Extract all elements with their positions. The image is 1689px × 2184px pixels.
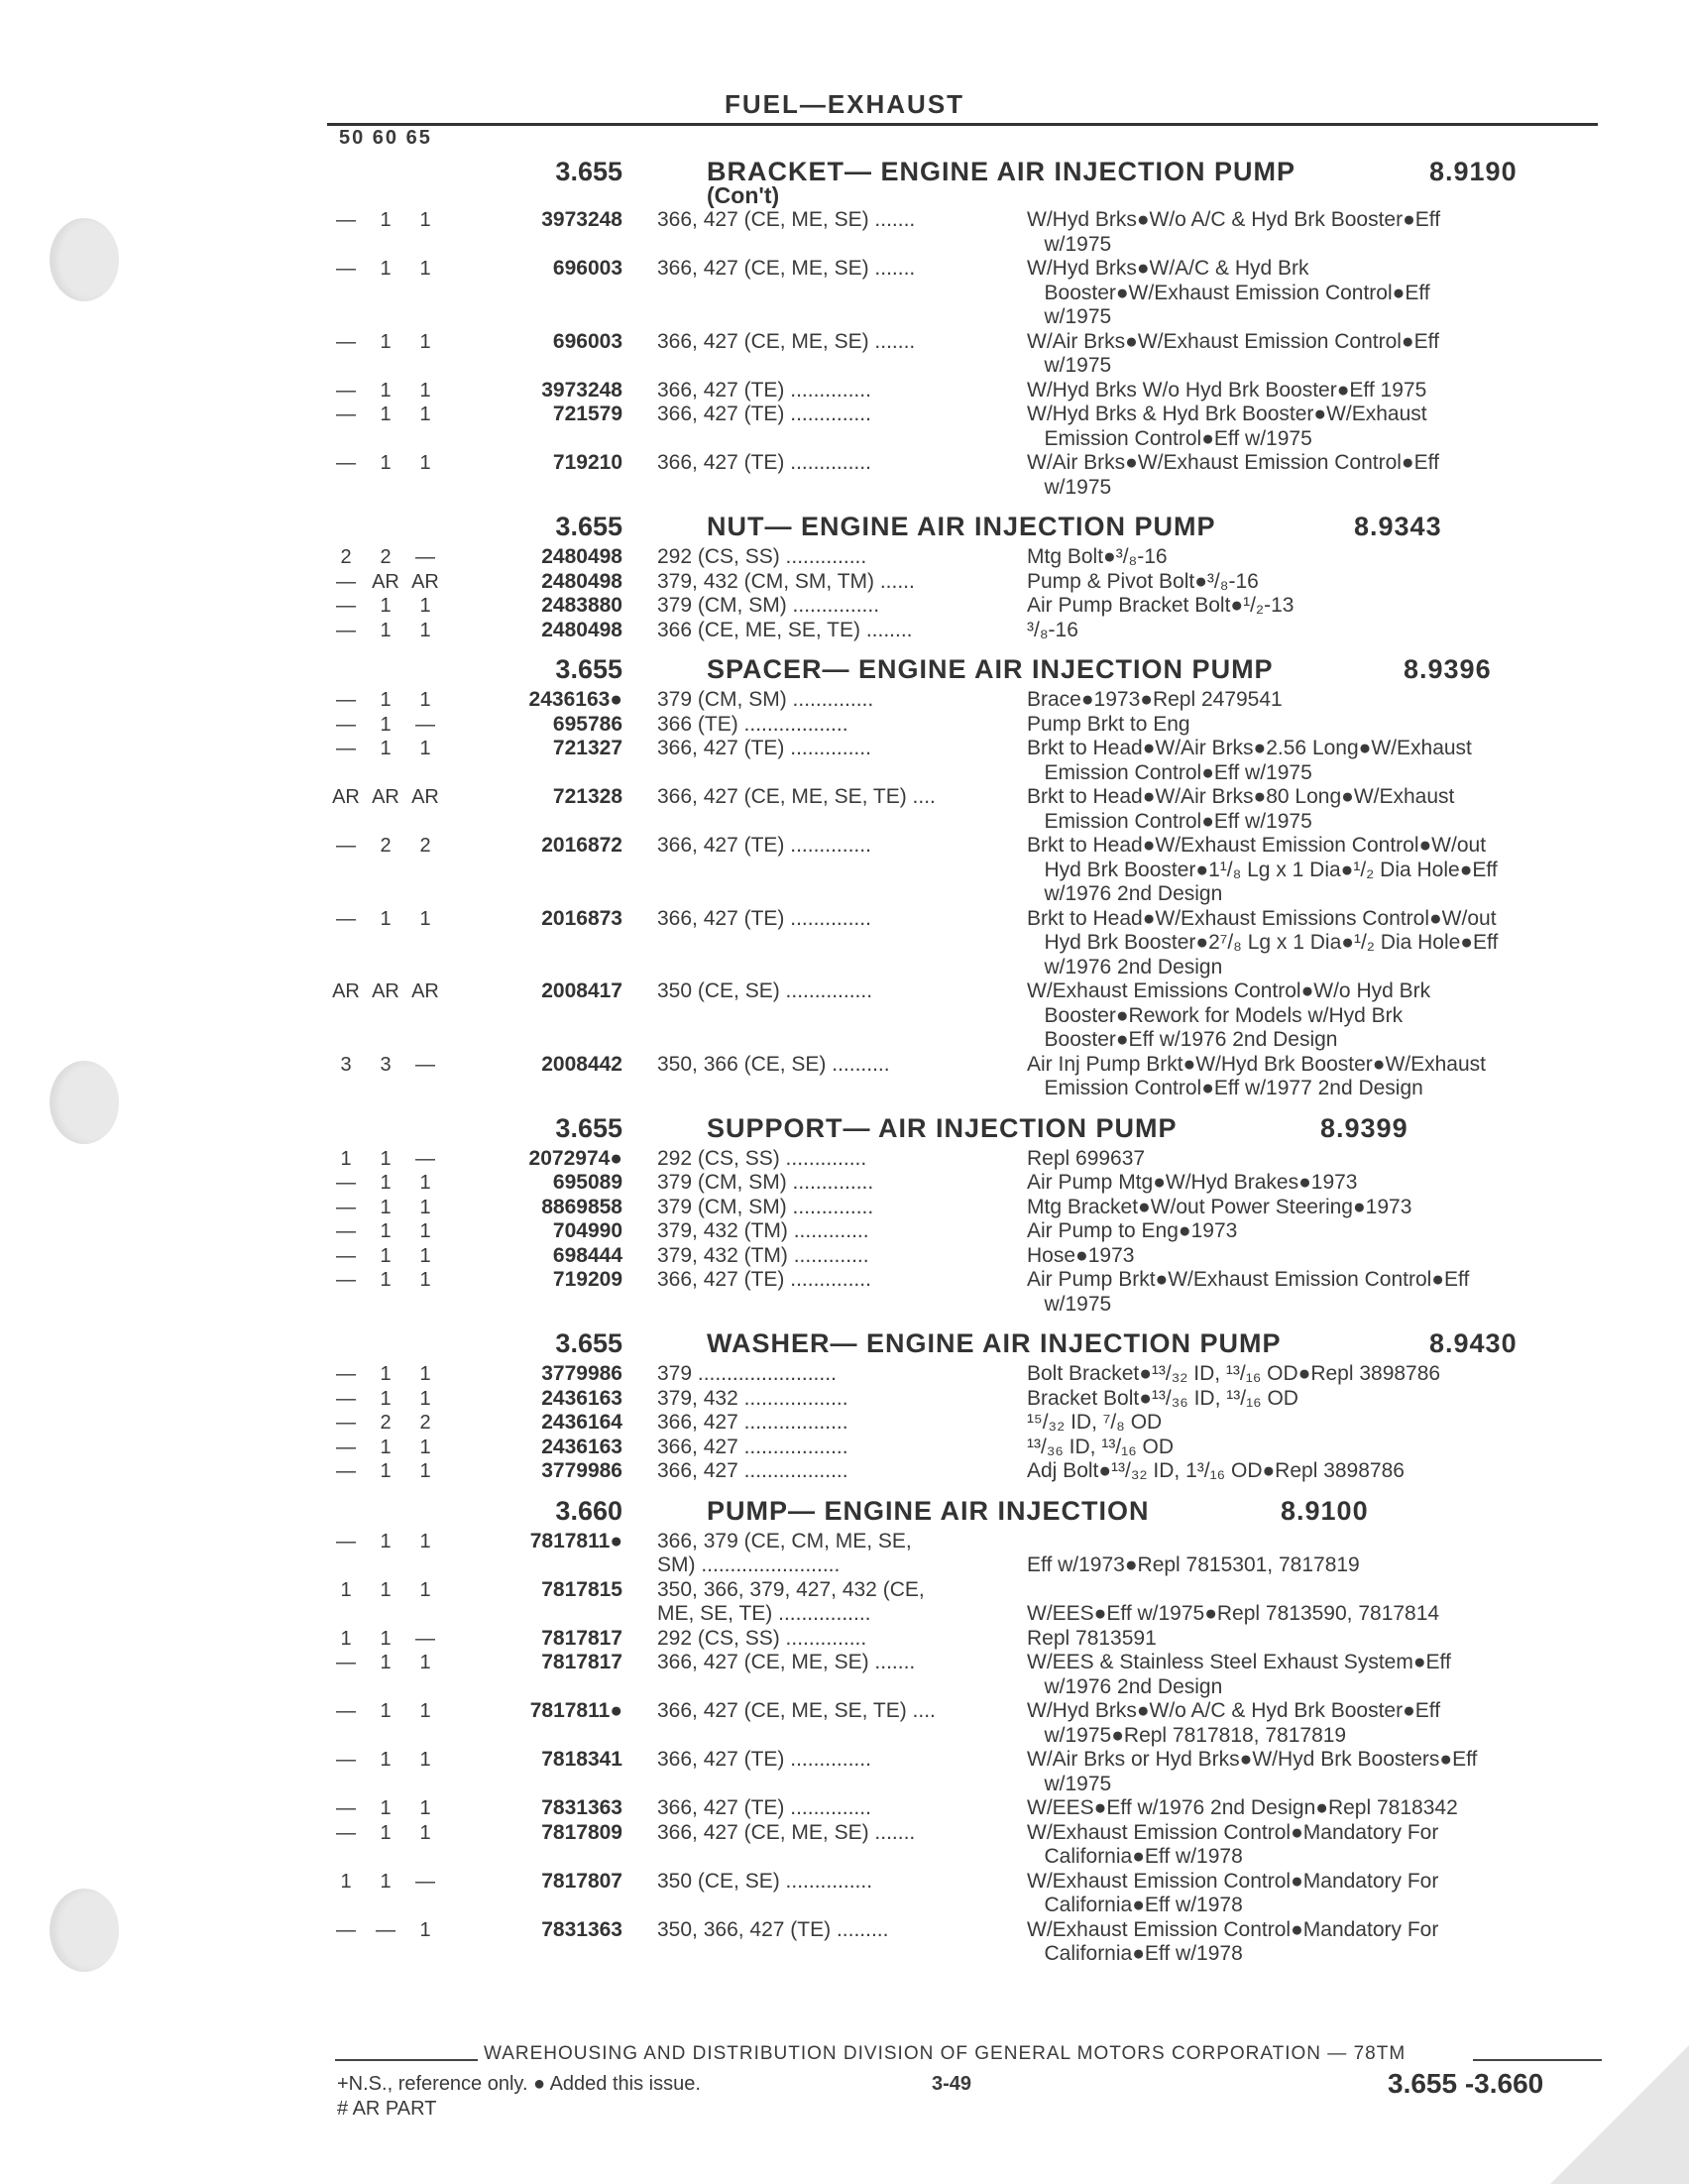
section-number: 3.655 <box>555 1328 622 1358</box>
application-cell: 379 (CM, SM) .............. <box>657 1195 874 1218</box>
binder-hole-top <box>50 218 119 301</box>
part-number: 719210 <box>552 451 622 474</box>
section-range: 3.655 -3.660 <box>1388 2068 1544 2099</box>
description-cell: W/Exhaust Emission Control●Mandatory For California●Eff w/1978 <box>1027 1820 1439 1868</box>
description-cell: Eff w/1973●Repl 7815301, 7817819 <box>1027 1553 1360 1576</box>
part-number: 7831363 <box>541 1917 622 1941</box>
part-number: 2436164 <box>541 1411 622 1434</box>
section-number: 3.655 <box>555 654 622 684</box>
description-cell: Air Pump Brkt●W/Exhaust Emission Control●Eff w/1975 <box>1027 1268 1470 1316</box>
description-cell: Pump & Pivot Bolt●³/₈-16 <box>1027 569 1259 593</box>
table-row: — 2 2 2436164 366, 427 .................. ¹⁵/₃₂ ID, ⁷/₈ OD <box>327 1411 1606 1436</box>
application-cell: 366, 427 (CE, ME, SE) ....... <box>657 1651 916 1673</box>
table-row: — 1 1 721327 366, 427 (TE) .............. Brkt to Head●W/Air Brks●2.56 Long●W/Exhaust Emission Control●Eff w/1975 <box>327 737 1606 785</box>
table-row: — 1 1 7817811● 366, 379 (CE, CM, ME, SE, SM) ........................ Eff w/1973●Repl 7815301, 7817819 <box>327 1530 1606 1578</box>
part-number: 719209 <box>552 1268 622 1291</box>
description-cell: W/Exhaust Emission Control●Mandatory For California●Eff w/1978 <box>1027 1869 1439 1916</box>
section-code: 8.9399 <box>1320 1112 1408 1143</box>
part-number: 721579 <box>552 402 622 425</box>
table-row: — 1 1 7817817 366, 427 (CE, ME, SE) ....... W/EES & Stainless Steel Exhaust System●Eff w/1976 2nd Design <box>327 1651 1606 1699</box>
section-title: PUMP— ENGINE AIR INJECTION <box>707 1495 1150 1526</box>
application-cell: 366 (TE) .................. <box>657 712 848 736</box>
part-number: 7831363 <box>541 1796 622 1819</box>
description-cell: Air Inj Pump Brkt●W/Hyd Brk Booster●W/Exhaust Emission Control●Eff w/1977 2nd Design <box>1027 1052 1486 1099</box>
part-number: 7817811● <box>529 1699 622 1722</box>
table-row: 1 1 1 7817815 350, 366, 379, 427, 432 (CE, ME, SE, TE) ................ W/EES●Eff w/1975●Repl 7813590, 7817814 <box>327 1578 1606 1627</box>
table-row: — 1 1 2436163 379, 432 .................. Bracket Bolt●¹³/₃₆ ID, ¹³/₁₆ OD <box>327 1387 1606 1412</box>
part-number: 7817817 <box>541 1626 622 1650</box>
description-cell: W/Hyd Brks W/o Hyd Brk Booster●Eff 1975 <box>1027 378 1427 402</box>
description-cell: W/EES●Eff w/1976 2nd Design●Repl 7818342 <box>1027 1796 1458 1819</box>
footer-division: WAREHOUSING AND DISTRIBUTION DIVISION OF GENERAL MOTORS CORPORATION — 78TM <box>484 2043 1407 2064</box>
part-number: 696003 <box>552 329 622 353</box>
description-cell: Air Pump Mtg●W/Hyd Brakes●1973 <box>1027 1171 1358 1194</box>
application-cell: 350, 366 (CE, SE) .......... <box>657 1052 890 1076</box>
part-number: 7817807 <box>541 1869 622 1893</box>
part-number: 2480498 <box>541 545 622 568</box>
description-cell: W/Air Brks or Hyd Brks●W/Hyd Brk Boosters●Eff w/1975 <box>1027 1748 1478 1795</box>
part-number: 2483880 <box>541 594 622 617</box>
part-number: 2480498 <box>541 618 622 641</box>
table-row: — 1 1 698444 379, 432 (TM) ............. Hose●1973 <box>327 1244 1606 1269</box>
application-cell: 366 (CE, ME, SE, TE) ........ <box>657 618 913 641</box>
description-cell: Brkt to Head●W/Exhaust Emissions Control●W/out Hyd Brk Booster●2⁷/₈ Lg x 1 Dia●¹/₂ Dia Hole●Eff w/1976 2nd Design <box>1027 906 1499 978</box>
section-title: SUPPORT— AIR INJECTION PUMP <box>707 1112 1178 1143</box>
part-number: 2436163 <box>541 1435 622 1458</box>
description-cell: Bracket Bolt●¹³/₃₆ ID, ¹³/₁₆ OD <box>1027 1386 1298 1410</box>
description-cell: W/Hyd Brks & Hyd Brk Booster●W/Exhaust Emission Control●Eff w/1975 <box>1027 402 1427 450</box>
description-cell: Brkt to Head●W/Air Brks●2.56 Long●W/Exhaust Emission Control●Eff w/1975 <box>1027 737 1472 784</box>
table-row: — 1 1 696003 366, 427 (CE, ME, SE) ....... W/Air Brks●W/Exhaust Emission Control●Eff w/1975 <box>327 330 1606 379</box>
application-cell: 366, 427 (CE, ME, SE, TE) .... <box>657 785 936 808</box>
section <box>327 1107 1606 1318</box>
table-row: — 1 1 3779986 379 ........................ Bolt Bracket●¹³/₃₂ ID, ¹³/₁₆ OD●Repl 3898786 <box>327 1362 1606 1387</box>
description-cell: Brkt to Head●W/Air Brks●80 Long●W/Exhaust Emission Control●Eff w/1975 <box>1027 785 1455 833</box>
section <box>327 506 1606 642</box>
application-cell: 379, 432 .................. <box>657 1386 848 1410</box>
page-title: FUEL—EXHAUST <box>724 89 965 119</box>
application-cell: 379, 432 (CM, SM, TM) ...... <box>657 569 915 593</box>
application-cell: 366, 427 (TE) .............. <box>657 1268 871 1291</box>
description-cell: Adj Bolt●¹³/₃₂ ID, 1³/₁₆ OD●Repl 3898786 <box>1027 1459 1405 1482</box>
description-cell: Mtg Bracket●W/out Power Steering●1973 <box>1027 1195 1412 1218</box>
table-row: — 1 1 696003 366, 427 (CE, ME, SE) ....... W/Hyd Brks●W/A/C & Hyd Brk Booster●W/Exhaust Emission Control●Eff w/1975 <box>327 257 1606 330</box>
table-row: 1 1 — 2072974● 292 (CS, SS) .............. Repl 699637 <box>327 1147 1606 1172</box>
part-number: 3973248 <box>541 208 622 231</box>
section <box>327 1322 1606 1484</box>
application-cell: 366, 427 (TE) .............. <box>657 737 871 759</box>
description-cell: W/Air Brks●W/Exhaust Emission Control●Eff w/1975 <box>1027 451 1439 499</box>
section-title: NUT— ENGINE AIR INJECTION PUMP <box>707 512 1216 541</box>
part-number: 2436163 <box>541 1386 622 1410</box>
section-header <box>327 1107 1606 1147</box>
application-cell: 366, 427 (TE) .............. <box>657 1796 871 1819</box>
table-row: — 1 1 2436163 366, 427 .................. ¹³/₃₆ ID, ¹³/₁₆ OD <box>327 1436 1606 1460</box>
section-number: 3.655 <box>555 1112 622 1143</box>
part-number: 2016872 <box>541 834 622 857</box>
part-number: 695786 <box>552 712 622 736</box>
section-header <box>327 648 1606 688</box>
table-row: — 1 1 3973248 366, 427 (TE) .............. W/Hyd Brks W/o Hyd Brk Booster●Eff 1975 <box>327 379 1606 403</box>
application-cell: 366, 427 (CE, ME, SE) ....... <box>657 1820 916 1844</box>
table-row: — 1 — 695786 366 (TE) .................. Pump Brkt to Eng <box>327 713 1606 738</box>
table-row: — 1 1 721579 366, 427 (TE) .............. W/Hyd Brks & Hyd Brk Booster●W/Exhaust Emission Control●Eff w/1975 <box>327 402 1606 451</box>
part-number: 721327 <box>552 737 622 759</box>
application-cell: 350, 366, 427 (TE) ......... <box>657 1917 889 1941</box>
description-cell: Bolt Bracket●¹³/₃₂ ID, ¹³/₁₆ OD●Repl 3898786 <box>1027 1362 1441 1385</box>
description-cell: W/Exhaust Emission Control●Mandatory For California●Eff w/1978 <box>1027 1917 1439 1965</box>
section-number: 3.660 <box>555 1495 622 1526</box>
section-code: 8.9343 <box>1354 512 1442 541</box>
part-number: 2016873 <box>541 906 622 930</box>
parts-listing <box>327 151 1606 1973</box>
application-cell: 350 (CE, SE) ............... <box>657 979 873 1002</box>
application-cell: 292 (CS, SS) .............. <box>657 1146 867 1170</box>
part-number: 7818341 <box>541 1748 622 1771</box>
part-number: 698444 <box>552 1243 622 1267</box>
part-number: 8869858 <box>541 1195 622 1218</box>
table-row: 2 2 — 2480498 292 (CS, SS) .............. Mtg Bolt●³/₈-16 <box>327 545 1606 570</box>
part-number: 696003 <box>552 257 622 280</box>
part-number: 7817817 <box>541 1651 622 1673</box>
application-cell: 366, 427 .................. <box>657 1459 848 1482</box>
application-cell: 379, 432 (TM) ............. <box>657 1219 869 1242</box>
section-number: 3.655 <box>555 512 622 541</box>
part-number: 2436163● <box>528 688 622 711</box>
part-number: 2480498 <box>541 569 622 593</box>
part-number: 2072974● <box>528 1146 622 1170</box>
description-cell: Pump Brkt to Eng <box>1027 712 1190 736</box>
application-cell: 379 (CM, SM) .............. <box>657 688 874 711</box>
application-cell: 292 (CS, SS) .............. <box>657 1626 867 1650</box>
part-number: 7817809 <box>541 1820 622 1844</box>
table-row: — 1 1 7831363 366, 427 (TE) .............. W/EES●Eff w/1976 2nd Design●Repl 7818342 <box>327 1796 1606 1821</box>
table-row: — 1 1 719209 366, 427 (TE) .............. Air Pump Brkt●W/Exhaust Emission Control●Eff w/1975 <box>327 1268 1606 1317</box>
table-row: — 1 1 2436163● 379 (CM, SM) .............. Brace●1973●Repl 2479541 <box>327 688 1606 713</box>
application-cell: 379 (CM, SM) ............... <box>657 594 880 617</box>
section-number: 3.655 <box>555 157 622 186</box>
section-header <box>327 151 1606 208</box>
application-cell: 379, 432 (TM) ............. <box>657 1243 869 1267</box>
application-cell: 366, 427 (TE) .............. <box>657 378 871 402</box>
description-cell: Repl 7813591 <box>1027 1626 1157 1650</box>
table-row: AR AR AR 2008417 350 (CE, SE) ............... W/Exhaust Emissions Control●W/o Hyd Brk Booster●Rework for Models w/Hyd Brk Booster●Eff w/1976 2nd Design <box>327 979 1606 1053</box>
description-cell: W/Hyd Brks●W/o A/C & Hyd Brk Booster●Eff w/1975●Repl 7817818, 7817819 <box>1027 1699 1441 1747</box>
section <box>327 1490 1606 1967</box>
section-code: 8.9100 <box>1281 1495 1369 1526</box>
table-row: — 1 1 7817811● 366, 427 (CE, ME, SE, TE) .... W/Hyd Brks●W/o A/C & Hyd Brk Booster●Eff w/1975●Repl 7817818, 7817819 <box>327 1699 1606 1748</box>
section <box>327 648 1606 1101</box>
description-cell: W/Hyd Brks●W/A/C & Hyd Brk Booster●W/Exhaust Emission Control●Eff w/1975 <box>1027 257 1430 328</box>
description-cell: W/Air Brks●W/Exhaust Emission Control●Eff w/1975 <box>1027 329 1439 377</box>
description-cell: Air Pump Bracket Bolt●¹/₂-13 <box>1027 594 1295 617</box>
application-cell: 366, 427 (TE) .............. <box>657 1748 871 1771</box>
table-row: — 1 1 8869858 379 (CM, SM) .............. Mtg Bracket●W/out Power Steering●1973 <box>327 1196 1606 1220</box>
table-row: AR AR AR 721328 366, 427 (CE, ME, SE, TE) .... Brkt to Head●W/Air Brks●80 Long●W/Exhaust Emission Control●Eff w/1975 <box>327 785 1606 834</box>
description-cell: Brkt to Head●W/Exhaust Emission Control●W/out Hyd Brk Booster●1¹/₈ Lg x 1 Dia●¹/₂ Dia Hole●Eff w/1976 2nd Design <box>1027 834 1498 905</box>
application-cell: 366, 427 (CE, ME, SE, TE) .... <box>657 1699 936 1722</box>
section-header <box>327 506 1606 545</box>
table-row: — 1 1 2480498 366 (CE, ME, SE, TE) ........ ³/₈-16 <box>327 619 1606 643</box>
application-cell: 366, 427 .................. <box>657 1435 848 1458</box>
description-cell: ³/₈-16 <box>1027 618 1078 641</box>
part-number: 3973248 <box>541 378 622 402</box>
part-number: 2008442 <box>541 1052 622 1076</box>
application-cell: 366, 427 (CE, ME, SE) ....... <box>657 329 916 353</box>
section-header <box>327 1490 1606 1530</box>
table-row: — 1 1 3973248 366, 427 (CE, ME, SE) ....... W/Hyd Brks●W/o A/C & Hyd Brk Booster●Eff w/1975 <box>327 208 1606 257</box>
table-row: 1 1 — 7817817 292 (CS, SS) .............. Repl 7813591 <box>327 1627 1606 1652</box>
title-rule <box>327 123 1598 126</box>
part-number: 7817815 <box>541 1577 622 1601</box>
description-cell: Repl 699637 <box>1027 1146 1146 1170</box>
section-code: 8.9190 <box>1429 157 1518 186</box>
description-cell: ¹³/₃₆ ID, ¹³/₁₆ OD <box>1027 1435 1175 1458</box>
table-row: — — 1 7831363 350, 366, 427 (TE) ......... W/Exhaust Emission Control●Mandatory For California●Eff w/1978 <box>327 1918 1606 1967</box>
description-cell: Hose●1973 <box>1027 1243 1135 1267</box>
binder-hole-bottom <box>50 1889 119 1972</box>
section-code: 8.9430 <box>1429 1328 1518 1358</box>
application-cell: 366, 427 .................. <box>657 1411 848 1434</box>
application-cell: 366, 427 (TE) .............. <box>657 402 871 425</box>
application-cell: 366, 427 (CE, ME, SE) ....... <box>657 257 916 280</box>
description-cell: Mtg Bolt●³/₈-16 <box>1027 545 1168 568</box>
table-row: — 1 1 719210 366, 427 (TE) .............. W/Air Brks●W/Exhaust Emission Control●Eff w/1975 <box>327 451 1606 500</box>
description-cell: W/Hyd Brks●W/o A/C & Hyd Brk Booster●Eff w/1975 <box>1027 208 1441 256</box>
footer-legend-line-1: +N.S., reference only. ● Added this issue. <box>337 2073 701 2095</box>
description-cell: Air Pump to Eng●1973 <box>1027 1219 1238 1242</box>
description-cell: ¹⁵/₃₂ ID, ⁷/₈ OD <box>1027 1411 1163 1434</box>
part-number: 7817811● <box>529 1529 622 1552</box>
section <box>327 151 1606 500</box>
table-row: — 1 1 3779986 366, 427 .................. Adj Bolt●¹³/₃₂ ID, 1³/₁₆ OD●Repl 3898786 <box>327 1459 1606 1484</box>
application-cell: 366, 379 (CE, CM, ME, SE, SM) ........................ <box>657 1529 912 1576</box>
footer-legend-line-2: # AR PART <box>337 2098 437 2120</box>
part-number: 695089 <box>552 1171 622 1194</box>
page-number: 3-49 <box>932 2073 972 2095</box>
application-cell: 350 (CE, SE) ............... <box>657 1869 873 1893</box>
table-row: — 1 1 7817809 366, 427 (CE, ME, SE) ....... W/Exhaust Emission Control●Mandatory For California●Eff w/1978 <box>327 1821 1606 1870</box>
table-row: 3 3 — 2008442 350, 366 (CE, SE) .......... Air Inj Pump Brkt●W/Hyd Brk Booster●W/Exhaust Emission Control●Eff w/1977 2nd Design <box>327 1053 1606 1101</box>
application-cell: 379 ........................ <box>657 1362 837 1385</box>
description-cell: Brace●1973●Repl 2479541 <box>1027 688 1283 711</box>
section-header <box>327 1322 1606 1362</box>
part-number: 704990 <box>552 1219 622 1242</box>
part-number: 721328 <box>552 785 622 808</box>
binder-hole-middle <box>50 1061 119 1144</box>
section-title: SPACER— ENGINE AIR INJECTION PUMP <box>707 654 1274 684</box>
footer-division-line <box>335 2043 1602 2069</box>
application-cell: 350, 366, 379, 427, 432 (CE, ME, SE, TE) ................ <box>657 1577 925 1625</box>
table-row: — 1 1 695089 379 (CM, SM) .............. Air Pump Mtg●W/Hyd Brakes●1973 <box>327 1171 1606 1196</box>
description-cell: W/Exhaust Emissions Control●W/o Hyd Brk Booster●Rework for Models w/Hyd Brk Booster●Eff w/1976 2nd Design <box>1027 979 1431 1051</box>
application-cell: 366, 427 (TE) .............. <box>657 451 871 474</box>
section-title: WASHER— ENGINE AIR INJECTION PUMP <box>707 1328 1282 1358</box>
part-number: 3779986 <box>541 1459 622 1482</box>
table-row: — AR AR 2480498 379, 432 (CM, SM, TM) ...... Pump & Pivot Bolt●³/₈-16 <box>327 570 1606 595</box>
application-cell: 366, 427 (TE) .............. <box>657 906 871 930</box>
table-row: — 1 1 2016873 366, 427 (TE) .............. Brkt to Head●W/Exhaust Emissions Control●W/out Hyd Brk Booster●2⁷/₈ Lg x 1 Dia●¹/₂ Dia Hole●Eff w/1976 2nd Design <box>327 907 1606 980</box>
application-cell: 292 (CS, SS) .............. <box>657 545 867 568</box>
application-cell: 366, 427 (TE) .............. <box>657 834 871 857</box>
part-number: 2008417 <box>541 979 622 1002</box>
footer-legend <box>337 2072 701 2122</box>
table-row: — 1 1 7818341 366, 427 (TE) .............. W/Air Brks or Hyd Brks●W/Hyd Brk Boosters●Eff w/1975 <box>327 1748 1606 1796</box>
application-cell: 379 (CM, SM) .............. <box>657 1171 874 1194</box>
table-row: — 1 1 2483880 379 (CM, SM) ............... Air Pump Bracket Bolt●¹/₂-13 <box>327 594 1606 619</box>
section-title: BRACKET— ENGINE AIR INJECTION PUMP <box>707 157 1296 186</box>
application-cell: 366, 427 (CE, ME, SE) ....... <box>657 208 916 231</box>
section-subtitle: (Con't) <box>707 182 780 208</box>
table-row: — 1 1 704990 379, 432 (TM) ............. Air Pump to Eng●1973 <box>327 1219 1606 1244</box>
section-code: 8.9396 <box>1404 654 1492 684</box>
part-number: 3779986 <box>541 1362 622 1385</box>
description-cell: W/EES●Eff w/1975●Repl 7813590, 7817814 <box>1027 1602 1440 1625</box>
page-corner-curl <box>1550 2045 1689 2184</box>
table-row: 1 1 — 7817807 350 (CE, SE) ............... W/Exhaust Emission Control●Mandatory For California●Eff w/1978 <box>327 1870 1606 1918</box>
description-cell: W/EES & Stainless Steel Exhaust System●Eff w/1976 2nd Design <box>1027 1651 1451 1698</box>
model-year-column-header: 50 60 65 <box>339 127 432 149</box>
table-row: — 2 2 2016872 366, 427 (TE) .............. Brkt to Head●W/Exhaust Emission Control●W/out Hyd Brk Booster●1¹/₈ Lg x 1 Dia●¹/₂ Dia Hole●Eff w/1976 2nd Design <box>327 834 1606 907</box>
